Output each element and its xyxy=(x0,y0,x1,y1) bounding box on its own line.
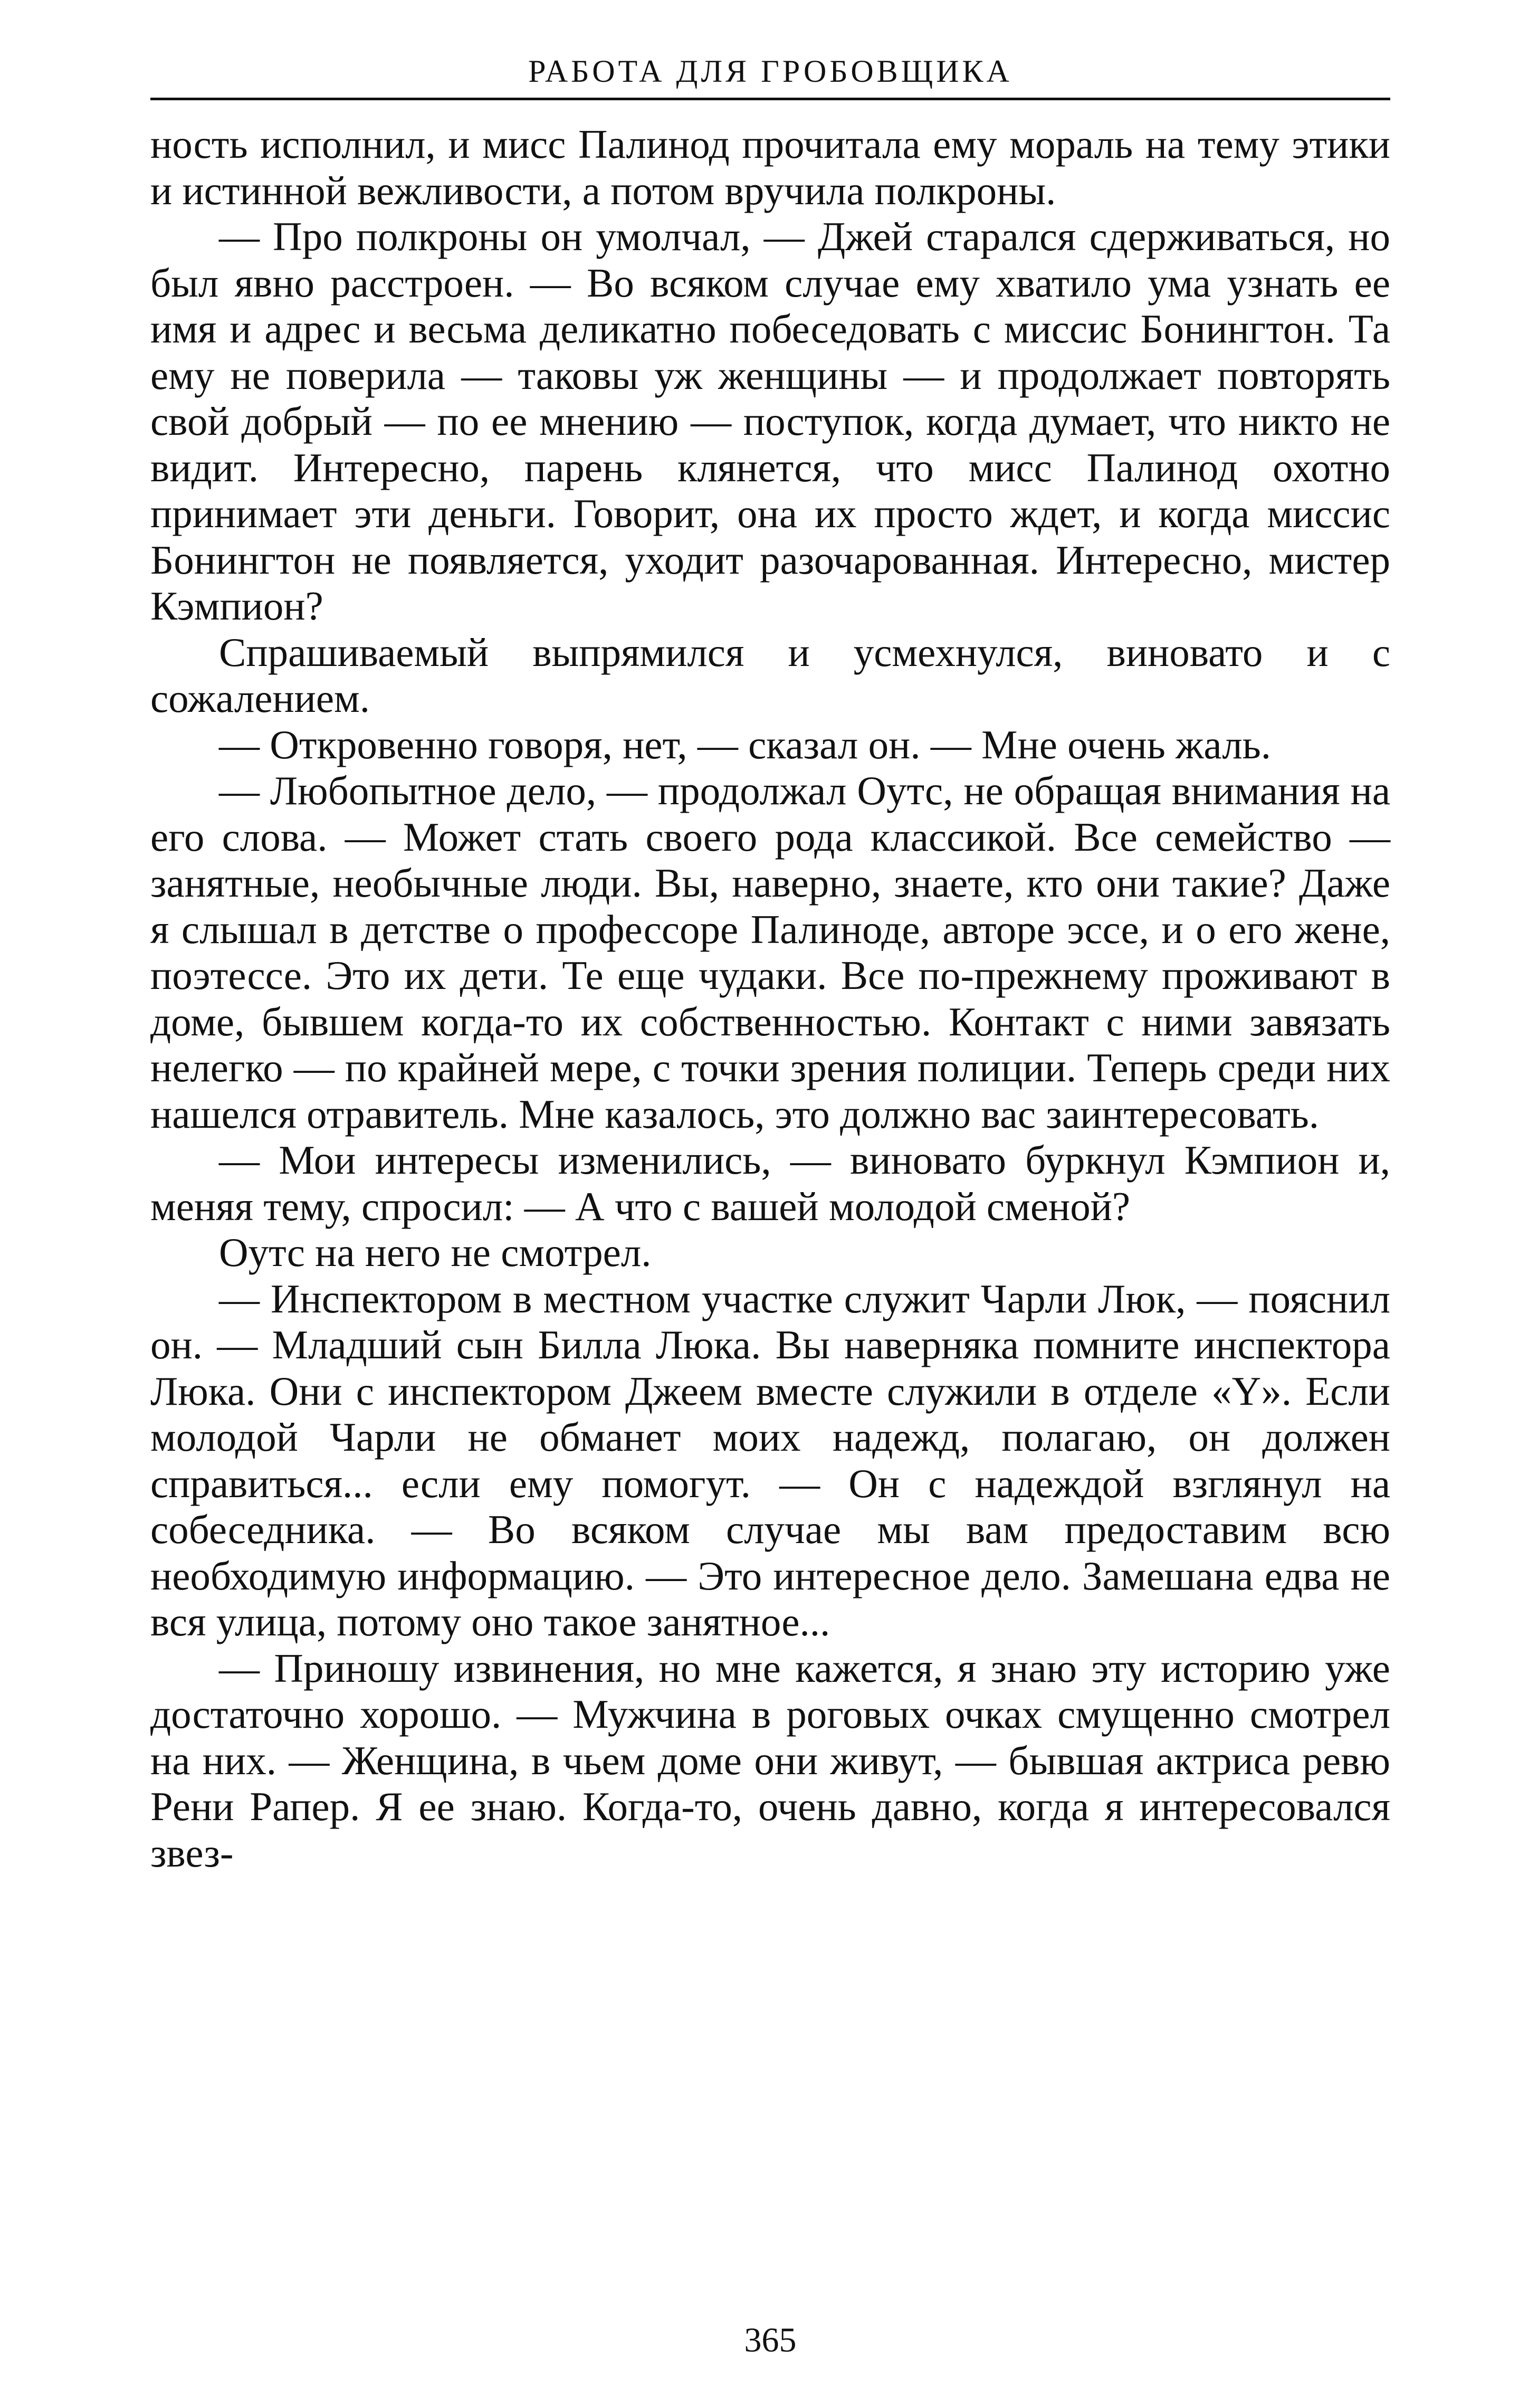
page-number: 365 xyxy=(744,2321,797,2359)
header-rule xyxy=(150,98,1390,100)
paragraph: ность исполнил, и мисс Палинод прочитала ему мораль на тему этики и истинной вежливости, а потом вручила полкроны. xyxy=(150,121,1390,213)
running-title: РАБОТА ДЛЯ ГРОБОВЩИКА xyxy=(528,54,1012,89)
paragraph: Оутс на него не смотрел. xyxy=(219,1230,652,1275)
paragraph: — Приношу извинения, но мне кажется, я знаю эту историю уже достаточно хорошо. — Мужчина в роговых очках смущенно смотрел на них. — Женщина, в чьем доме они живут, — бывшая актриса ревю Рени Рапер. Я ее знаю. Когда-то, очень давно, когда я интересовался звез- xyxy=(150,1645,1390,1876)
paragraph: — Инспектором в местном участке служит Чарли Люк, — пояснил он. — Младший сын Билла Люка. Вы наверняка помните инспектора Люка. Они с инспектором Джеем вместе служили в отделе «Y». Если молодой Чарли не обманет моих надежд, полагаю, он должен справиться... если ему помогут. — Он с надеждой взглянул на собеседника. — Во всяком случае мы вам предоставим всю необходимую информацию. — Это интересное дело. Замешана едва не вся улица, потому оно такое занятное... xyxy=(150,1276,1390,1644)
paragraph: — Откровенно говоря, нет, — сказал он. — Мне очень жаль. xyxy=(219,721,1271,767)
book-page xyxy=(150,50,1390,2362)
body-text xyxy=(150,121,1390,1876)
paragraph: — Мои интересы изменились, — виновато буркнул Кэмпион и, меняя тему, спросил: — А что с вашей молодой сменой? xyxy=(150,1137,1390,1229)
paragraph: — Любопытное дело, — продолжал Оутс, не обращая внимания на его слова. — Может стать своего рода классикой. Все семейство — занятные, необычные люди. Вы, наверно, знаете, кто они такие? Даже я слышал в детстве о профессоре Палиноде, авторе эссе, и о его жене, поэтессе. Это их дети. Те еще чудаки. Все по-прежнему проживают в доме, бывшем когда-то их собственностью. Контакт с ними завязать нелегко — по крайней мере, с точки зрения полиции. Теперь среди них нашелся отравитель. Мне казалось, это должно вас заинтересовать. xyxy=(150,768,1390,1137)
paragraph: Спрашиваемый выпрямился и усмехнулся, виновато и с сожалением. xyxy=(150,629,1390,721)
paragraph: — Про полкроны он умолчал, — Джей старался сдерживаться, но был явно расстроен. — Во всяком случае ему хватило ума узнать ее имя и адрес и весьма деликатно побеседовать с миссис Бонингтон. Та ему не поверила — таковы уж женщины — и продолжает повторять свой добрый — по ее мнению — поступок, когда думает, что никто не видит. Интересно, парень клянется, что мисс Палинод охотно принимает эти деньги. Говорит, она их просто ждет, и когда миссис Бонингтон не появляется, уходит разочарованная. Интересно, мистер Кэмпион? xyxy=(150,214,1390,629)
